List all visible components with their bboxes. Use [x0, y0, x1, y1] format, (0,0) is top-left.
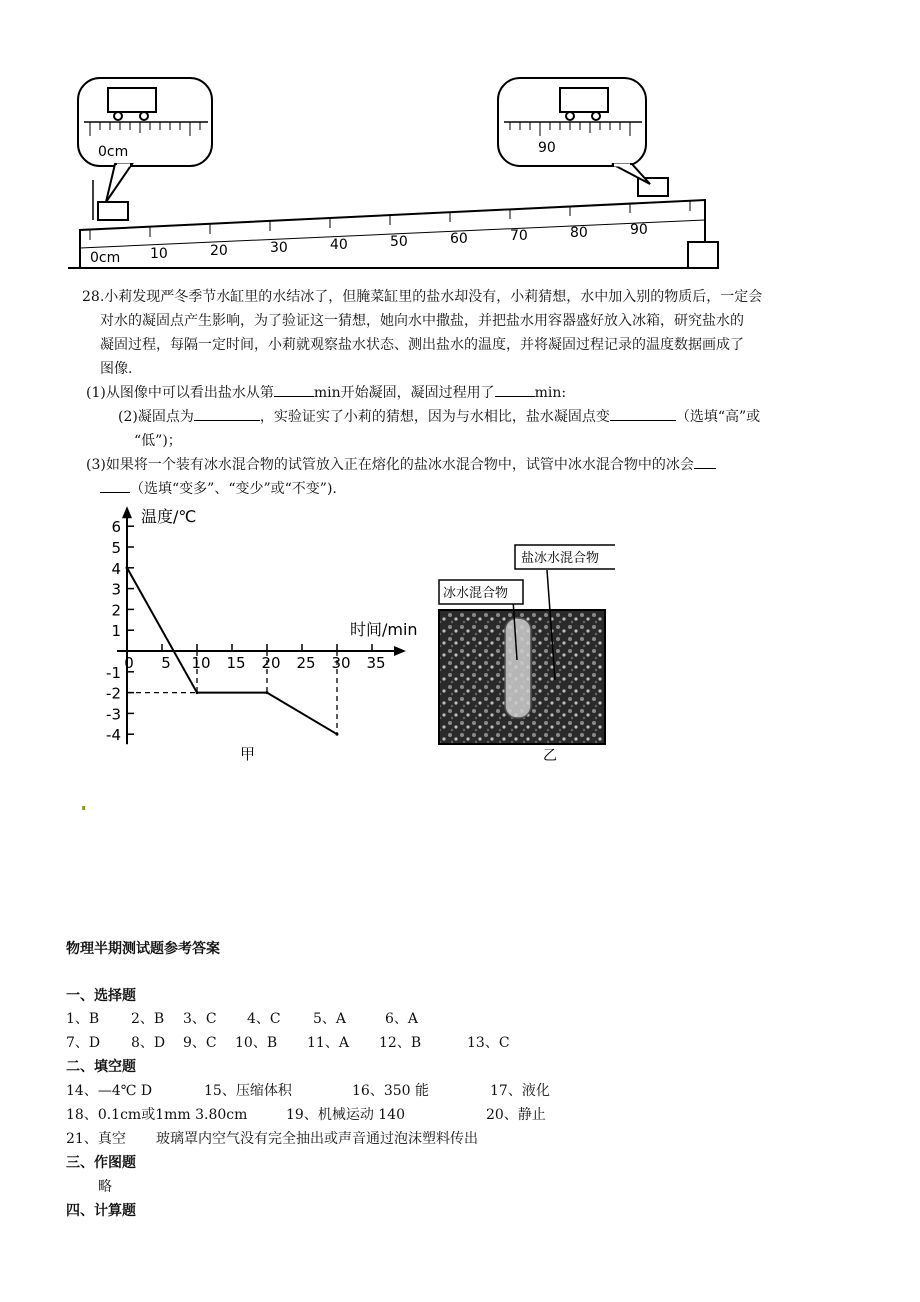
- q3-text-a: (3)如果将一个装有冰水混合物的试管放入正在熔化的盐冰水混合物中，试管中冰水混合物中的冰会: [86, 457, 694, 473]
- ruler-tick-80: 80: [570, 225, 588, 241]
- x-tick-label: 0: [124, 654, 134, 672]
- q28-intro-line3: 凝固过程，每隔一定时间，小莉就观察盐水状态、测出盐水的温度，并将凝固过程记录的温度数据画成了: [100, 337, 744, 353]
- x-tick-label: 25: [296, 654, 316, 672]
- fill-answer: 16、350 能: [352, 1083, 429, 1099]
- ruler-tick-30: 30: [270, 240, 288, 256]
- mc-answer: 3、C: [183, 1011, 217, 1027]
- chart-caption: 甲: [240, 745, 256, 763]
- section-fill-heading: 二、填空题: [66, 1059, 136, 1075]
- ruler-tick-20: 20: [210, 243, 228, 259]
- fill-answer: 18、0.1cm或1mm 3.80cm: [66, 1107, 248, 1123]
- q28-part1: [86, 382, 566, 404]
- q1-text-c: min:: [534, 385, 567, 401]
- q1-blank-2[interactable]: [495, 382, 535, 397]
- mc-answer: 10、B: [235, 1035, 278, 1051]
- data-point: [266, 691, 269, 694]
- mc-answer: 13、C: [467, 1035, 510, 1051]
- fill-row-1: [66, 1080, 550, 1102]
- y-tick-label: 2: [111, 601, 121, 620]
- mc-answer: 2、B: [131, 1011, 165, 1027]
- temperature-chart: [95, 505, 435, 770]
- mc-answer: 1、B: [66, 1011, 100, 1027]
- y-tick-label: -3: [106, 705, 121, 724]
- x-tick-label: 20: [261, 654, 281, 672]
- y-axis-arrow: [122, 506, 132, 518]
- y-tick-label: 1: [111, 622, 121, 641]
- drawing-answer: 略: [98, 1179, 112, 1195]
- q3-blank-1b[interactable]: [100, 478, 130, 493]
- data-point: [126, 566, 129, 569]
- data-point: [196, 691, 199, 694]
- y-tick-label: -2: [106, 684, 121, 703]
- section-choice-heading: 一、选择题: [66, 988, 136, 1004]
- mc-answer: 4、C: [247, 1011, 281, 1027]
- q28-intro-line2: 对水的凝固点产生影响，为了验证这一猜想，她向水中撒盐，并把盐水用容器盛好放入冰箱，研究盐水的: [100, 313, 744, 329]
- q2-text-c: （选填“高”或: [675, 409, 761, 425]
- x-axis-arrow: [394, 646, 406, 656]
- ruler-tick-90: 90: [630, 222, 648, 238]
- data-point: [336, 733, 339, 736]
- q28-part3-cont: [100, 478, 337, 500]
- mc-answer: 6、A: [385, 1011, 419, 1027]
- fill-answer: 玻璃罩内空气没有完全抽出或声音通过泡沫塑料传出: [156, 1131, 478, 1147]
- q2-blank-2[interactable]: [610, 406, 676, 421]
- mc-answer: 9、C: [183, 1035, 217, 1051]
- fill-row-3: [66, 1128, 478, 1150]
- q3-blank-1a[interactable]: [694, 454, 716, 469]
- fill-row-2: [66, 1104, 546, 1126]
- q2-text-a: (2)凝固点为: [118, 409, 194, 425]
- q1-text-a: (1)从图像中可以看出盐水从第: [86, 385, 274, 401]
- fill-answer: 20、静止: [486, 1107, 546, 1123]
- mc-row-1: [66, 1008, 418, 1030]
- q28-intro-line1: 28.小莉发现严冬季节水缸里的水结冰了，但腌菜缸里的盐水却没有，小莉猜想，水中加入别的物质后，一定会: [82, 289, 763, 305]
- y-tick-label: 5: [111, 539, 121, 557]
- mc-answer: 8、D: [131, 1035, 166, 1051]
- y-tick-label: -4: [106, 726, 121, 745]
- q1-text-b: min开始凝固，凝固过程用了: [313, 385, 495, 401]
- fill-answer: 19、机械运动 140: [286, 1107, 405, 1123]
- x-tick-label: 15: [226, 654, 246, 672]
- ruler-tick-50: 50: [390, 234, 408, 250]
- x-axis-label: 时间/min: [350, 620, 418, 639]
- q28-part2: [118, 406, 760, 428]
- right-bubble-label: 90: [538, 140, 556, 156]
- q2-text-b: ，实验证实了小莉的猜想，因为与水相比，盐水凝固点变: [259, 409, 610, 425]
- mc-row-2: [66, 1032, 510, 1054]
- label-ice-water: 冰水混合物: [443, 586, 509, 601]
- x-tick-label: 10: [191, 654, 211, 672]
- stray-mark: [82, 806, 85, 810]
- x-tick-label: 5: [161, 654, 171, 672]
- photo-caption: 乙: [543, 748, 557, 764]
- fill-answer: 14、—4℃ D: [66, 1083, 153, 1099]
- q1-blank-1[interactable]: [274, 382, 314, 397]
- label-salt-ice-water: 盐冰水混合物: [521, 551, 600, 566]
- section-drawing-heading: 三、作图题: [66, 1155, 136, 1171]
- fill-answer: 15、压缩体积: [204, 1083, 292, 1099]
- x-tick-label: 30: [331, 654, 351, 672]
- y-tick-label: 3: [111, 580, 121, 599]
- ruler-tick-10: 10: [150, 246, 168, 262]
- answers-title: 物理半期测试题参考答案: [66, 941, 220, 957]
- ruler-tick-40: 40: [330, 237, 348, 253]
- y-axis-label: 温度/℃: [141, 507, 197, 527]
- ruler-tick-70: 70: [510, 228, 528, 244]
- y-tick-label: 6: [111, 518, 121, 537]
- fill-answer: 17、液化: [490, 1083, 550, 1099]
- ruler-tick-60: 60: [450, 231, 468, 247]
- mc-answer: 5、A: [313, 1011, 347, 1027]
- mc-answer: 11、A: [307, 1035, 349, 1051]
- q3-text-b: （选填“变多”、“变少”或“不变”).: [130, 481, 337, 497]
- section-calc-heading: 四、计算题: [66, 1203, 136, 1219]
- q2-text-d: “低”)；: [134, 433, 182, 449]
- ruler-tick-0: 0cm: [90, 250, 121, 266]
- y-tick-label: -1: [106, 663, 121, 682]
- mc-answer: 7、D: [66, 1035, 101, 1051]
- fill-answer: 21、真空: [66, 1131, 126, 1147]
- q28-part3: [86, 454, 716, 476]
- salt-ice-photo-figure: [435, 540, 615, 765]
- x-tick-label: 35: [366, 654, 386, 672]
- mc-answer: 12、B: [379, 1035, 422, 1051]
- y-tick-label: 4: [111, 559, 121, 578]
- q2-blank-1[interactable]: [194, 406, 260, 421]
- ruler-slope-figure: [60, 70, 725, 275]
- left-bubble-label: 0cm: [98, 144, 129, 160]
- q28-intro-line4: 图像.: [100, 361, 133, 377]
